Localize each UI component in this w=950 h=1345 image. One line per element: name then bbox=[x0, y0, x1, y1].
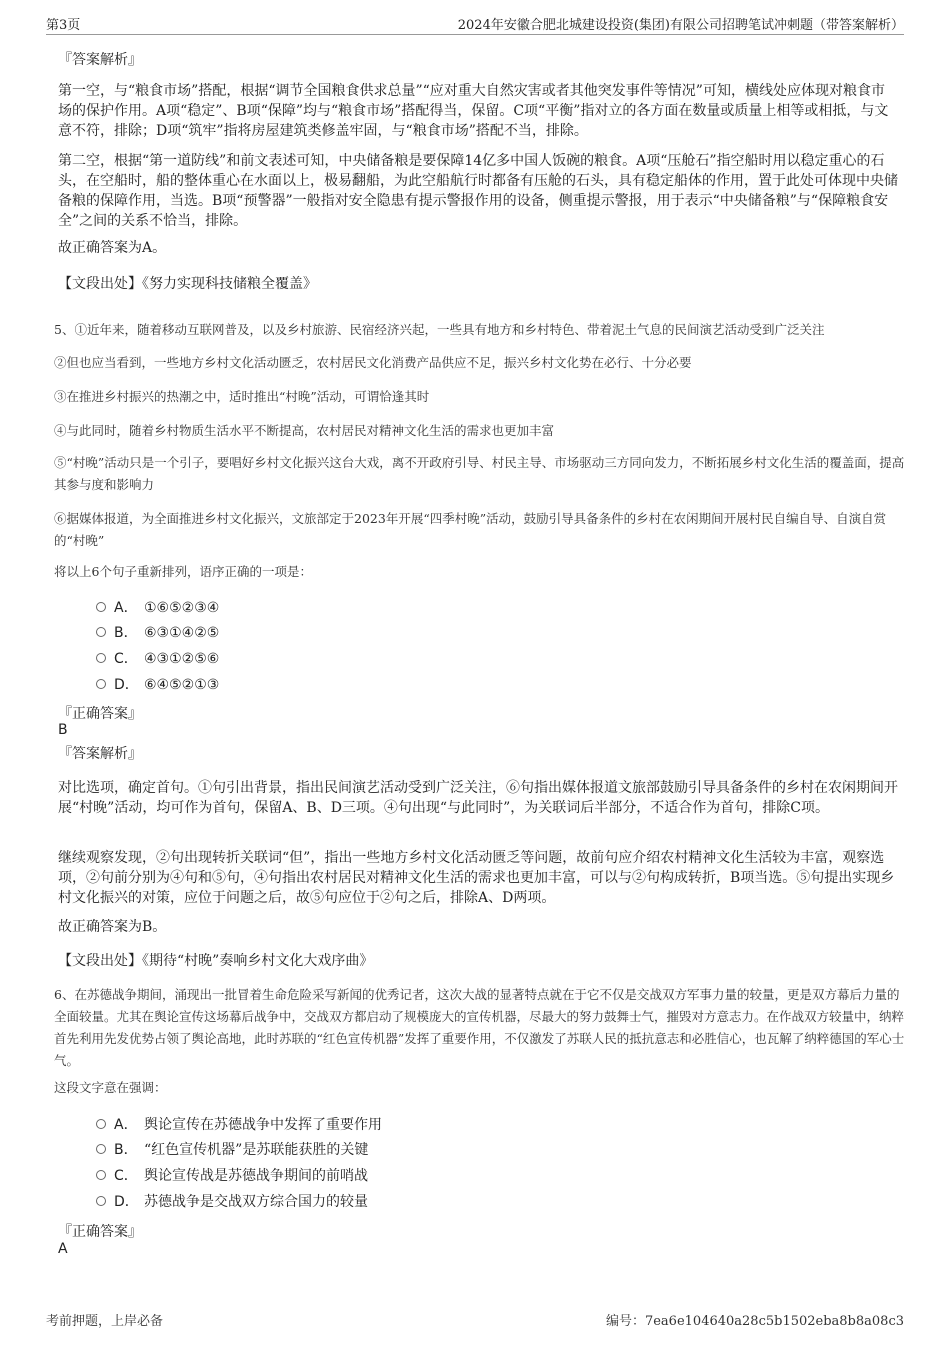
conclusion-text: 故正确答案为B。 bbox=[58, 919, 167, 935]
option-d[interactable] bbox=[96, 675, 219, 695]
option-text: ①⑥⑤②③④ bbox=[144, 600, 220, 616]
document-title: 2024年安徽合肥北城建设投资(集团)有限公司招聘笔试冲刺题（带答案解析） bbox=[457, 18, 904, 33]
analysis-paragraph: 第二空，根据“第一道防线”和前文表述可知，中央储备粮是要保障14亿多中国人饭碗的粮食。A项“压舱石”指空船时用以稳定重心的石头，在空船时，船的整体重心在水面以上，极易翻船，为此空船航行时都备有压舱的石头，具有稳定船体的作用，置于此处可体现中央储备粮的保障作用，当选。B项“预警器”一般指对安全隐患有提示警报作用的设备，侧重提示警报，用于表示“中央储备粮”与“保障粮食安全”之间的关系不恰当，排除。 bbox=[58, 153, 898, 229]
question-prompt: 这段文字意在强调： bbox=[54, 1080, 167, 1095]
option-a[interactable] bbox=[96, 598, 219, 618]
radio-icon[interactable] bbox=[96, 1144, 106, 1154]
radio-icon[interactable] bbox=[96, 679, 106, 689]
correct-answer: B bbox=[58, 722, 68, 738]
option-text: ⑥④⑤②①③ bbox=[144, 677, 220, 693]
analysis-label: 『答案解析』 bbox=[58, 746, 142, 762]
radio-icon[interactable] bbox=[96, 627, 106, 637]
question-sentence: ⑥据媒体报道，为全面推进乡村文化振兴，文旅部定于2023年开展“四季村晚”活动，鼓励引导具备条件的乡村在农闲期间开展村民自编自导、自演自赏的“村晚” bbox=[54, 511, 887, 548]
option-c[interactable] bbox=[96, 649, 219, 669]
analysis-paragraph: 继续观察发现，②句出现转折关联词“但”，指出一些地方乡村文化活动匮乏等问题，故前句应介绍农村精神文化生活较为丰富，观察选项，②句前分别为④句和⑤句，④句指出农村居民对精神文化生活的需求也更加丰富，可以与②句构成转折，B项当选。⑤句提出实现乡村文化振兴的对策，应位于问题之后，故⑤句应位于②句之后，排除A、D两项。 bbox=[58, 850, 895, 906]
page-number: 第3页 bbox=[46, 18, 81, 33]
option-c[interactable] bbox=[96, 1166, 368, 1186]
page-header bbox=[46, 12, 904, 35]
option-a[interactable] bbox=[96, 1115, 382, 1135]
option-letter: A． bbox=[114, 1117, 138, 1133]
option-d[interactable] bbox=[96, 1192, 368, 1212]
analysis-paragraph: 第一空，与“粮食市场”搭配，根据“调节全国粮食供求总量”“应对重大自然灾害或者其他突发事件等情况”可知，横线处应体现对粮食市场的保护作用。A项“稳定”、B项“保障”均与“粮食市场”搭配得当，保留。C项“平衡”指对立的各方面在数量或质量上相等或相抵，与文意不符，排除；D项“筑牢”指将房屋建筑类修盖牢固，与“粮食市场”搭配不当，排除。 bbox=[58, 83, 889, 139]
option-letter: B． bbox=[114, 1142, 138, 1158]
option-text: 苏德战争是交战双方综合国力的较量 bbox=[144, 1194, 368, 1210]
source-citation: 【文段出处】《努力实现科技储粮全覆盖》 bbox=[58, 276, 317, 292]
radio-icon[interactable] bbox=[96, 653, 106, 663]
question-prompt: 将以上6个句子重新排列，语序正确的一项是： bbox=[54, 564, 312, 579]
radio-icon[interactable] bbox=[96, 1196, 106, 1206]
option-letter: D． bbox=[114, 1194, 139, 1210]
radio-icon[interactable] bbox=[96, 1119, 106, 1129]
correct-answer: A bbox=[58, 1241, 68, 1257]
radio-icon[interactable] bbox=[96, 1170, 106, 1180]
option-letter: C． bbox=[114, 1168, 138, 1184]
correct-answer-label: 『正确答案』 bbox=[58, 1224, 142, 1240]
question-sentence: 5、①近年来，随着移动互联网普及，以及乡村旅游、民宿经济兴起，一些具有地方和乡村特色、带着泥土气息的民间演艺活动受到广泛关注 bbox=[54, 322, 825, 337]
option-letter: D． bbox=[114, 677, 139, 693]
analysis-paragraph: 对比选项，确定首句。①句引出背景，指出民间演艺活动受到广泛关注，⑥句指出媒体报道文旅部鼓励引导具备条件的乡村在农闲期间开展“村晚”活动，均可作为首句，保留A、B、D三项。④句出现“与此同时”，为关联词后半部分，不适合作为首句，排除C项。 bbox=[58, 780, 898, 816]
option-letter: B． bbox=[114, 625, 138, 641]
option-text: 舆论宣传在苏德战争中发挥了重要作用 bbox=[144, 1117, 382, 1133]
radio-icon[interactable] bbox=[96, 602, 106, 612]
question-stem: 6、在苏德战争期间，涌现出一批冒着生命危险采写新闻的优秀记者，这次大战的显著特点就在于它不仅是交战双方军事力量的较量，更是双方幕后力量的全面较量。尤其在舆论宣传这场幕后战争中，交战双方都启动了规模庞大的宣传机器，尽最大的努力鼓舞士气，摧毁对方意志力。在作战双方较量中，纳粹首先利用先发优势占领了舆论高地，此时苏联的“红色宣传机器”发挥了重要作用，不仅激发了苏联人民的抵抗意志和必胜信心，也瓦解了纳粹德国的军心士气。 bbox=[54, 987, 905, 1068]
document-id: 编号：7ea6e104640a28c5b1502eba8b8a08c3 bbox=[605, 1314, 904, 1329]
option-b[interactable] bbox=[96, 623, 219, 643]
question-sentence: ②但也应当看到，一些地方乡村文化活动匮乏，农村居民文化消费产品供应不足，振兴乡村文化势在必行、十分必要 bbox=[54, 355, 692, 370]
analysis-label: 『答案解析』 bbox=[58, 52, 142, 68]
option-text: 舆论宣传战是苏德战争期间的前哨战 bbox=[144, 1168, 368, 1184]
option-text: “红色宣传机器”是苏联能获胜的关键 bbox=[144, 1142, 369, 1158]
footer-slogan: 考前押题，上岸必备 bbox=[46, 1314, 164, 1329]
question-sentence: ⑤“村晚”活动只是一个引子，要唱好乡村文化振兴这台大戏，离不开政府引导、村民主导、市场驱动三方同向发力，不断拓展乡村文化生活的覆盖面，提高其参与度和影响力 bbox=[54, 455, 905, 492]
option-letter: A． bbox=[114, 600, 138, 616]
correct-answer-label: 『正确答案』 bbox=[58, 706, 142, 722]
option-text: ⑥③①④②⑤ bbox=[144, 625, 220, 641]
question-sentence: ④与此同时，随着乡村物质生活水平不断提高，农村居民对精神文化生活的需求也更加丰富 bbox=[54, 423, 555, 438]
question-sentence: ③在推进乡村振兴的热潮之中，适时推出“村晚”活动，可谓恰逢其时 bbox=[54, 389, 430, 404]
conclusion-text: 故正确答案为A。 bbox=[58, 240, 167, 256]
source-citation: 【文段出处】《期待“村晚”奏响乡村文化大戏序曲》 bbox=[58, 953, 374, 969]
option-text: ④③①②⑤⑥ bbox=[144, 651, 220, 667]
option-letter: C． bbox=[114, 651, 138, 667]
option-b[interactable] bbox=[96, 1140, 368, 1160]
